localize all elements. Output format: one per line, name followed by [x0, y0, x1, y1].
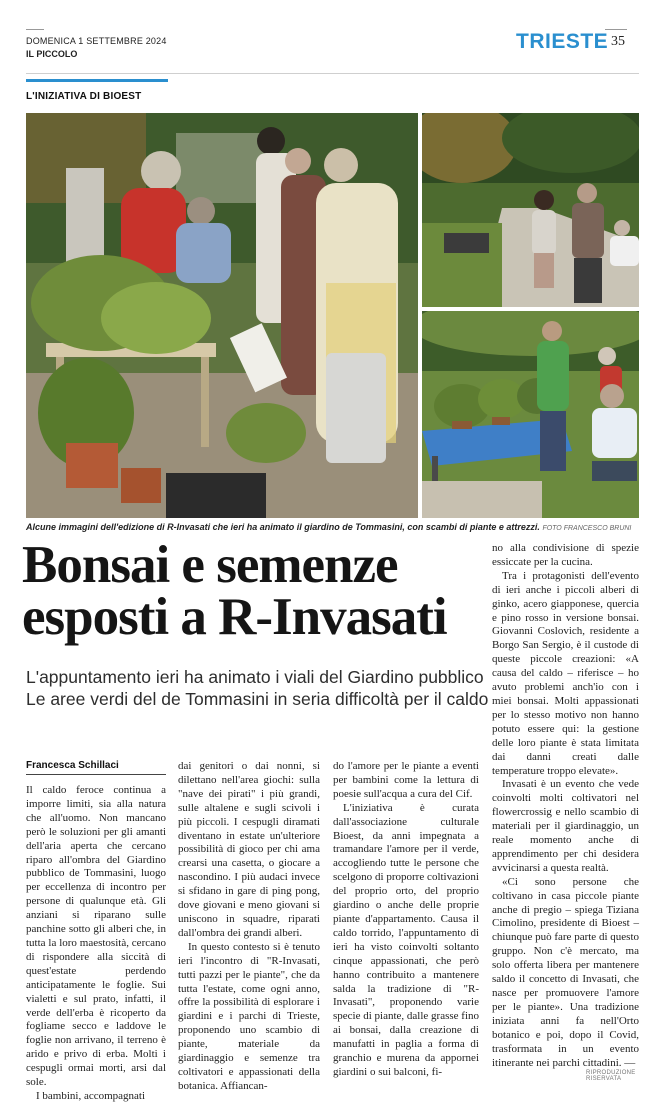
kicker: L'INIZIATIVA DI BIOEST [26, 91, 142, 102]
paragraph: L'iniziativa è curata dall'associazione culturale Bioest, da anni impegnata a tramandare l'amore per il verde, accogliendo tutte le persone che scelgono di proporre coltivazioni del proprio orto, del proprio giardino o anche delle proprie piante d'appartamento. Causa il caldo torrido, l'appuntamento di ieri ha visto coinvolti soltanto cinque appassionati, che però hanno contribuito a mantenere salda la tradizione di "R-Invasati", proponendo varie specie di piante, dalle grasse fino ai bonsai, dalla creazione di manufatti in paglia a forma di granchio e murena da appornei giardini o sui balconi, fi- [333, 801, 480, 1078]
paragraph: In questo contesto si è tenuto ieri l'incontro di "R-Invasati, tutti pazzi per le piante", che da tutta l'estate, come ogni anno, offre la possibilità di esplorare i giardini e i parchi di Trieste, proponendo uno scambio di piante, materiale da giardinaggio e semenze tra coltivatori e appassionati della botanica. Affiancan- [178, 940, 320, 1092]
header-rule-left [26, 29, 44, 30]
paragraph: Invasati è un evento che vede coinvolti molti coltivatori nel flowercrossig e nello scambio di materiali per il giardinaggio, un reale momento anche di apprendimento per chi desidera avvicinarsi a questa realtà. [492, 778, 639, 874]
headline-line-2: esposti a R-Invasati [22, 588, 447, 646]
body-column-3 [333, 760, 479, 1080]
paragraph: «Ci sono persone che coltivano in casa piccole piante anche di pregio – spiega Tiziana Cimolino, presidente di Bioest – chiunque può fare parte di questo gruppo. Non c'è mercato, ma solo offerta libera per mantenere saldo il concetto di Invasati, che nasce per promuovere l'amore per le piante». Una tradizione iniziata anni fa nell'Orto botanico e poi, dopo il Covid, trasformata in un evento itinerante nei parchi cittadini. — [492, 875, 639, 1069]
header-rule-right [605, 29, 627, 30]
paragraph: I bambini, accompagnati [36, 1089, 146, 1102]
paragraph: Il caldo feroce continua a imporre limiti, sia alla natura che all'uomo. Non mancano però le soluzioni per gli amanti dell'aria aperta che cercano riparo all'ombra del Giardino pubblico de Tommasini, luogo per eccellenza di incontro per persone di qualunque età. Gli anziani si riparano sulle panchine sotto gli alberi che, in tutta la loro maestosità, cercano di rispondere alla siccità di quest'estate perdendo anticipatamente le foglie. Sui vialetti e sul prato, infatti, il verde dell'erba è ricoperto da fogliame secco e laddove le foglie non arrivano, il terreno è arido e privo di erba. Molti i cespugli ormai morti, arsi dal sole. [26, 784, 166, 1089]
byline-rule [26, 774, 166, 775]
section-title: TRIESTE [516, 30, 609, 53]
newspaper-name: IL PICCOLO [26, 49, 78, 59]
kicker-accent-bar [26, 79, 168, 82]
headline [22, 536, 492, 646]
copyright-note: RIPRODUZIONE RISERVATA [586, 1070, 636, 1082]
photo-credit: FOTO FRANCESCO BRUNI [542, 525, 632, 532]
paragraph: no alla condivisione di spezie essiccate per la cucina. [492, 542, 639, 568]
body-column-2 [178, 760, 320, 1094]
paragraph: Tra i protagonisti dell'evento di ieri anche i piccoli alberi di ginko, acero giapponese, quercia e pino rosso in versione bonsai. Giovanni Coslovich, residente a Borgo San Sergio, è il custode di queste piccole creazioni: «A causa del caldo – riferisce – ho avuto problemi anch'io con i miei bonsai. Molti appassionati per lo stesso motivo non hanno potuto essere qui: la gestione delle loro piante è stata limitata dai danni creati dalle temperature troppo elevate». [492, 569, 639, 777]
byline: Francesca Schillaci [26, 760, 119, 771]
caption-text: Alcune immagini dell'edizione di R-Invasati che ieri ha animato il giardino de Tommasini, con scambi di piante e attrezzi. [26, 522, 540, 532]
headline-line-1: Bonsai e semenze [22, 536, 398, 594]
deck-line-1: L'appuntamento ieri ha animato i viali del Giardino pubblico [26, 667, 484, 687]
photo-bonsai-table [422, 311, 639, 518]
header-divider [26, 73, 639, 74]
paragraph: dai genitori o dai nonni, si dilettano nell'area giochi: sulla "nave dei pirati" i più grandi, sulle altalene e sugli scivoli i più piccoli. I cespugli diramati diventano in estate un'ulteriore possibilità di gioco per chi ama crearsi una casetta, o giocare a nascondino. I più audaci invece si sfidano in gare di ping pong, dove giovani e meno giovani si uniscono in squadre, riparati dall'ombra dei grandi alberi. [178, 760, 320, 939]
photo-main-plant-exchange [26, 113, 418, 518]
issue-date: DOMENICA 1 SETTEMBRE 2024 [26, 36, 167, 46]
paragraph: do l'amore per le piante a eventi per bambini come la lettura di poesie sull'acqua a cura del Cif. [333, 760, 479, 800]
photo-park-path [422, 113, 639, 307]
photo-caption [26, 522, 639, 532]
body-column-4 [492, 542, 639, 1070]
deck-line-2: Le aree verdi del de Tommasini in seria difficoltà per il caldo [26, 689, 489, 709]
deck [26, 666, 506, 710]
body-column-1 [26, 784, 166, 1104]
page-number: 35 [611, 34, 625, 49]
